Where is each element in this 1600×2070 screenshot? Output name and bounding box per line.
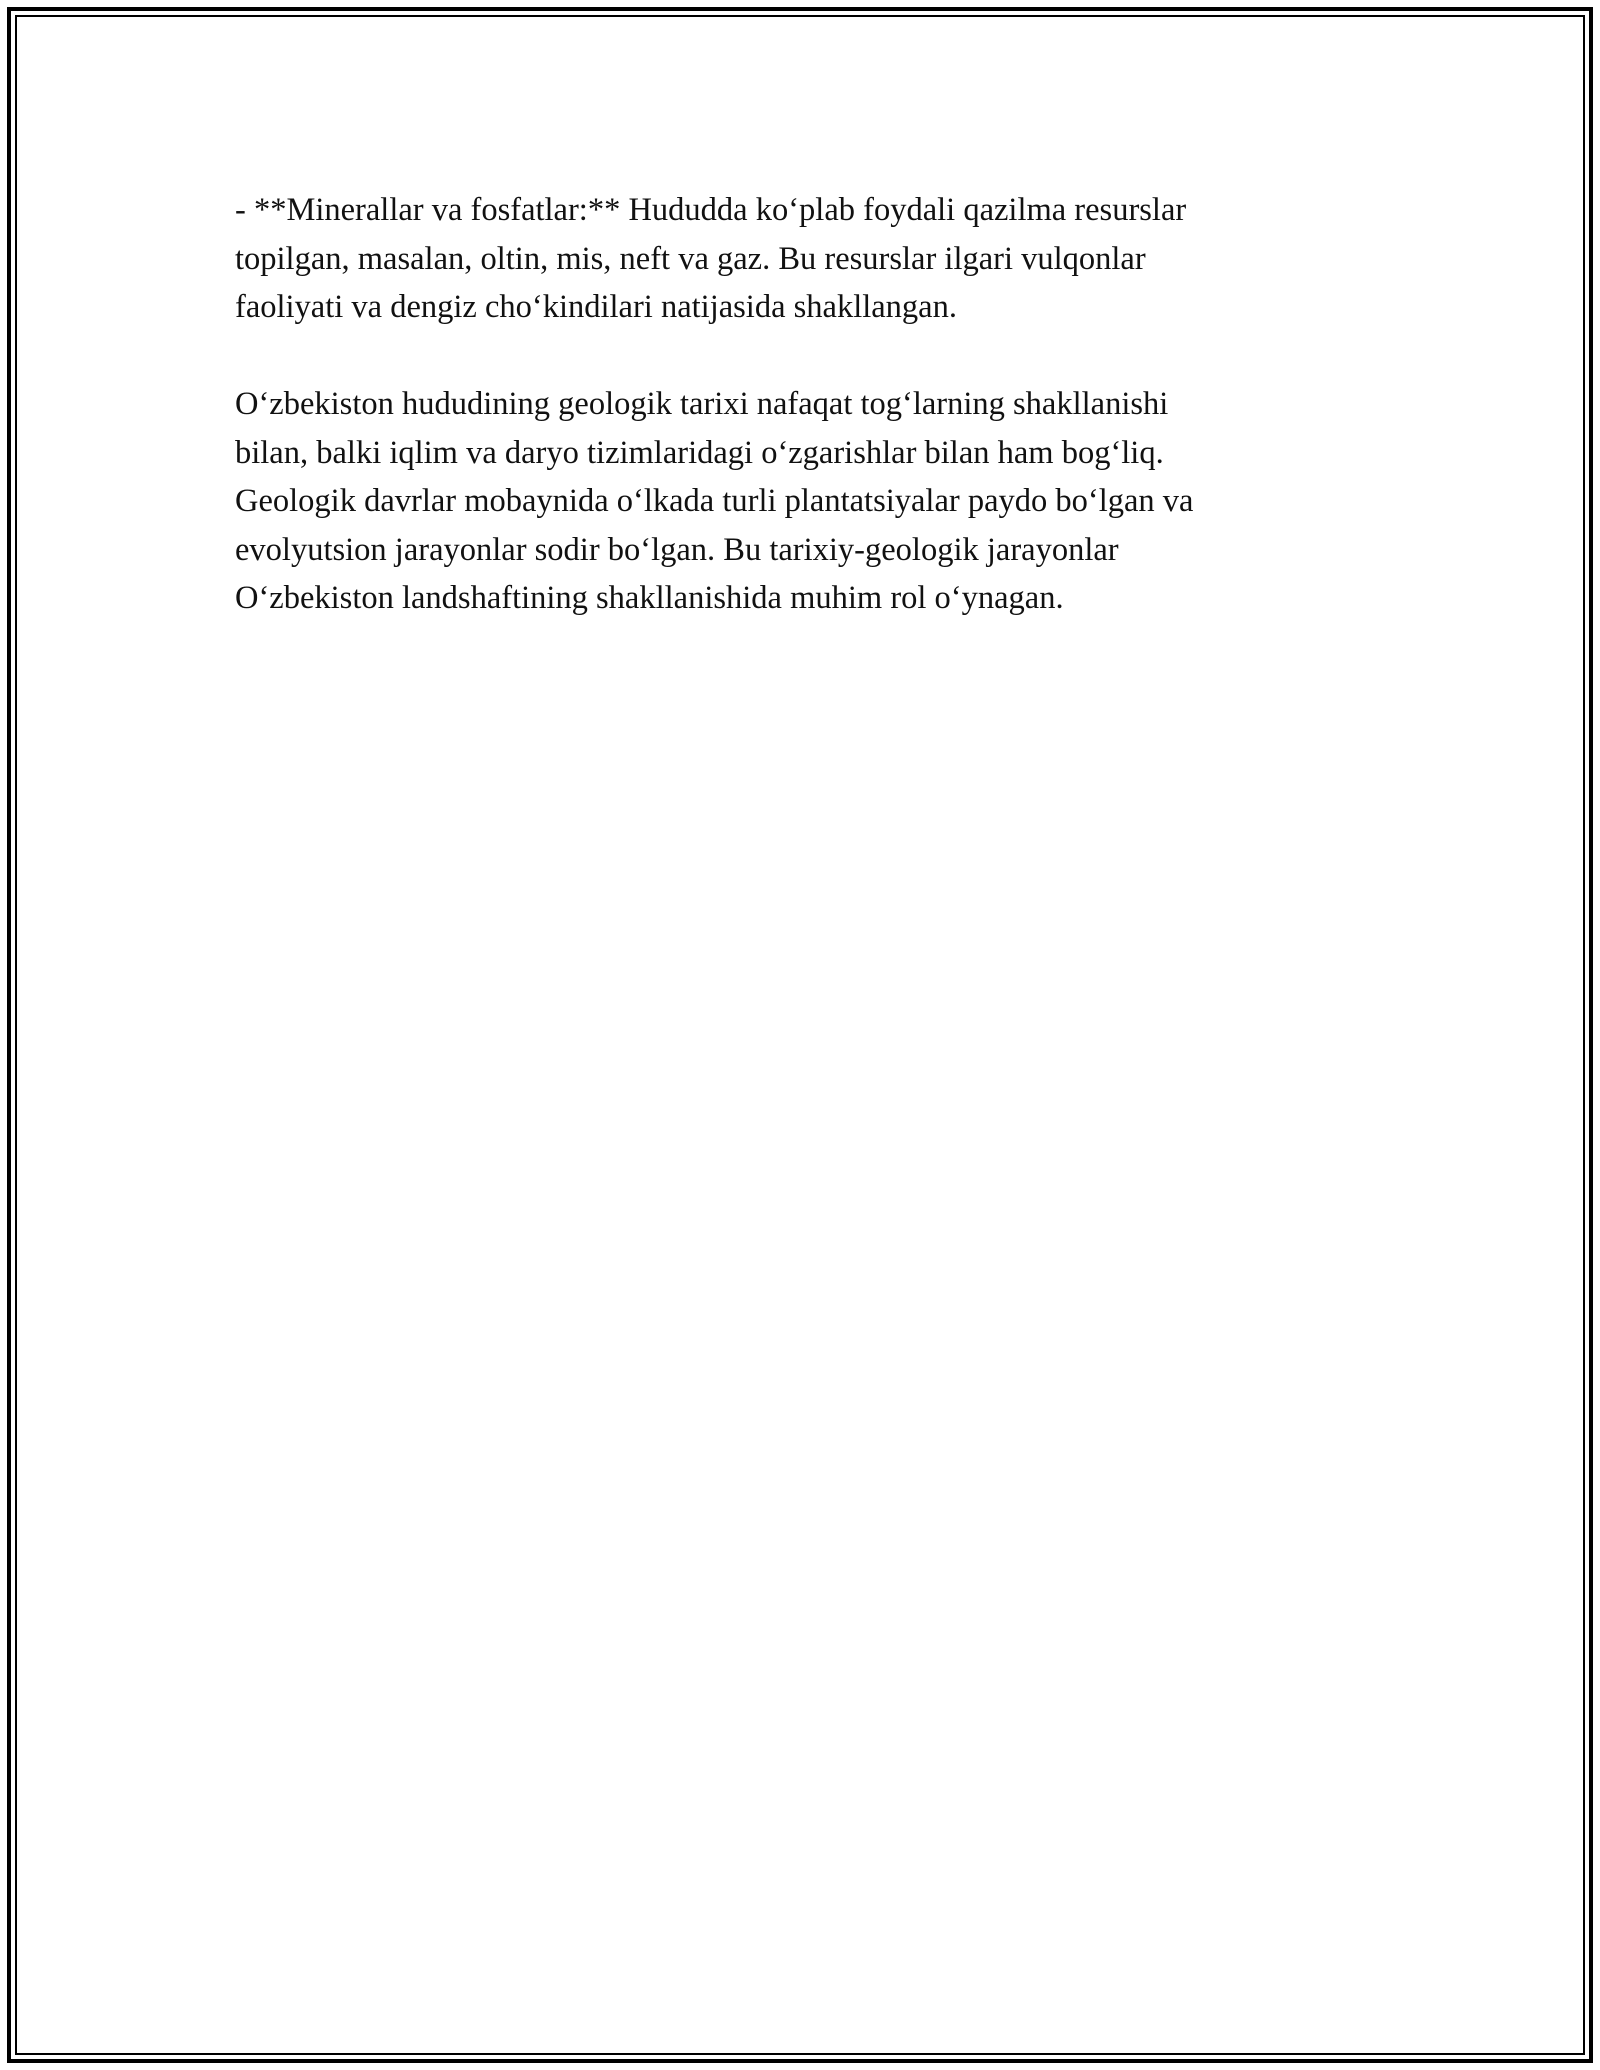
text-line: topilgan, masalan, oltin, mis, neft va gaz. Bu resurslar ilgari vulqonlar — [235, 240, 1146, 277]
text-line: faoliyati va dengiz cho‘kindilari natijasida shakllangan. — [235, 289, 957, 325]
text-line: O‘zbekiston hududining geologik tarixi nafaqat tog‘larning shakllanishi — [235, 386, 1169, 422]
text-line: evolyutsion jarayonlar sodir bo‘lgan. Bu tarixiy-geologik jarayonlar — [235, 531, 1119, 568]
text-line: Geologik davrlar mobaynida o‘lkada turli plantatsiyalar paydo bo‘lgan va — [235, 483, 1194, 519]
text-line: O‘zbekiston landshaftining shakllanishida muhim rol o‘ynagan. — [235, 580, 1064, 616]
text-line: bilan, balki iqlim va daryo tizimlaridagi o‘zgarishlar bilan ham bog‘liq. — [235, 434, 1164, 471]
paragraph-geologic-history — [235, 380, 1365, 623]
text-line: - **Minerallar va fosfatlar:** Hududda ko‘plab foydali qazilma resurslar — [235, 192, 1187, 228]
document-body — [235, 186, 1365, 623]
paragraph-minerals — [235, 186, 1365, 332]
